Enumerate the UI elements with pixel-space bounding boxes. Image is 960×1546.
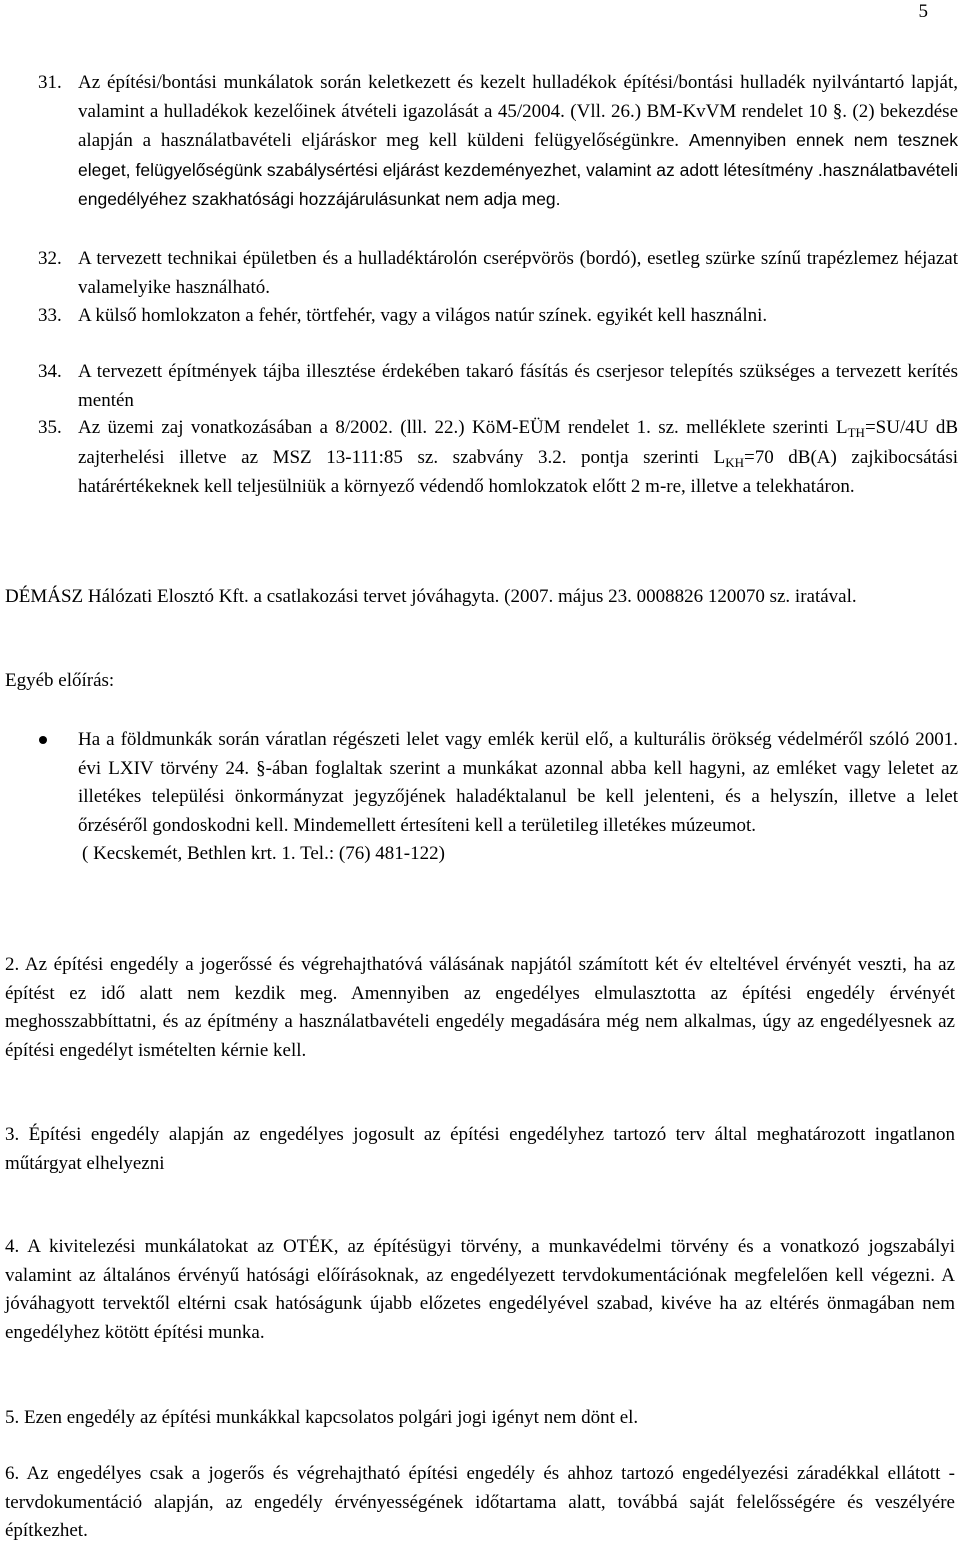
item-text: A tervezett technikai épületben és a hulladéktárolón cserépvörös (bordó), esetleg szürke színű trapézlemez héjazat valamelyike használható.: [78, 248, 958, 298]
item-number: 35.: [38, 417, 62, 438]
item-text: Az építési/bontási munkálatok során keletkezett és kezelt hulladékok építési/bontási hulladék nyilvántartó lapját, valamint a hulladékok kezelőinek átvételi igazolását a 45/2004. (Vll. 26.) BM-KvVM rendelet 10 §. (2) bekezdése alapján a használatbavételi eljáráskor meg kell küldeni felügyelőségünkre. Amennyiben ennek nem tesznek eleget, felügyelőségünk szabálysértési eljárást kezdeményezhet, valamint az adott létesítmény .használatbavételi engedélyéhez szakhatósági hozzájárulásunkat nem adja meg.: [78, 72, 959, 210]
bullet-icon: [37, 734, 49, 746]
list-item-32: [38, 245, 958, 302]
subscript-th: TH: [847, 425, 865, 440]
item-text: A külső homlokzaton a fehér, törtfehér, vagy a világos natúr színek. egyikét kell használni.: [78, 305, 768, 326]
paragraph-3: 3. Építési engedély alapján az engedélyes jogosult az építési engedélyhez tartozó terv által meghatározott ingatlanon műtárgyat elhelyezni: [5, 1124, 955, 1174]
demasz-approval: DÉMÁSZ Hálózati Elosztó Kft. a csatlakozási tervet jóváhagyta. (2007. május 23. 0008826 120070 sz. iratával.: [5, 586, 857, 607]
list-item-34: [38, 358, 958, 415]
item-text: A tervezett építmények tájba illesztése érdekében takaró fásítás és cserjesor telepítés szükséges a tervezett kerítés mentén: [78, 361, 958, 411]
list-item-35: [38, 414, 958, 502]
bullet-text: Ha a földmunkák során váratlan régészeti lelet vagy emlék kerül elő, a kulturális örökség védelméről szóló 2001. évi LXIV törvény 24. §-ában foglaltak szerint a munkákat azonnal abba kell hagyni, az emléket vagy leletet az illetékes települési önkormányzat jegyzőjének haladéktalanul be kell jelenteni, és a helyszín, illetve a lelet őrzéséről gondoskodni kell. Mindemellett értesíteni kell a területileg illetékes múzeumot.: [78, 729, 958, 836]
item-number: 34.: [38, 361, 62, 382]
item-number: 33.: [38, 305, 62, 326]
bullet-address: ( Kecskemét, Bethlen krt. 1. Tel.: (76) 481-122): [82, 843, 445, 865]
egyeb-heading: Egyéb előírás:: [5, 670, 115, 691]
subscript-kh: KH: [725, 454, 744, 470]
item-number: 31.: [38, 72, 62, 93]
paragraph-2: 2. Az építési engedély a jogerőssé és végrehajthatóvá válásának napjától számított két év elteltével érvényét veszti, ha az építést ez idő alatt nem kezdik meg. Amennyiben az engedélyes elmulasztotta az építési engedély érvényét meghosszabbíttatni, és az építmény a használatbavételi engedély megadására még nem alkalmas, úgy az engedélyesnek az építési engedélyt ismételten kérnie kell.: [5, 954, 955, 1061]
list-item-33: [38, 302, 958, 331]
list-item-31: [38, 69, 958, 215]
item-text-sans: Amennyiben ennek nem tesznek eleget, felügyelőségünk szabálysértési eljárást kezdeményezhet, valamint az adott létesítmény .használatbavételi engedélyéhez szakhatósági hozzájárulásunkat nem adja meg.: [78, 130, 959, 210]
item-number: 32.: [38, 248, 62, 269]
paragraph-4: 4. A kivitelezési munkálatokat az OTÉK, az építésügyi törvény, a munkavédelmi törvény és a vonatkozó jogszabályi valamint az általános érvényű hatósági előírásoknak, az engedélyezett tervdokumentációnak megfelelően kell végezni. A jóváhagyott tervektől eltérni csak hatóságunk újabb előzetes engedélyével szabad, kivéve ha az eltérés önmagában nem engedélyhez kötött építési munka.: [5, 1236, 955, 1343]
paragraph-6: 6. Az engedélyes csak a jogerős és végrehajtható építési engedély és ahhoz tartozó engedélyezési záradékkal ellátott - tervdokumentáció alapján, az engedély érvényességének időtartama alatt, továbbá saját felelősségére és veszélyére építkezhet.: [5, 1463, 955, 1542]
page-number: 5: [918, 1, 928, 22]
bullet-item: [78, 726, 958, 869]
paragraph-5: 5. Ezen engedély az építési munkákkal kapcsolatos polgári jogi igényt nem dönt el.: [5, 1407, 639, 1428]
item-text: Az üzemi zaj vonatkozásában a 8/2002. (lll. 22.) KöM-EÜM rendelet 1. sz. melléklete szerinti $L_{TH}=SU/4U$ dB zajterhelési illetve az MSZ 13-111:85 sz. szabvány 3.2. pontja szerinti $L_{KH}=70$ dB(A) zajkibocsátási határértékeknek kell teljesülniük a környező védendő homlokzatok előtt 2 m-re, illetve a telekhatáron.: [78, 417, 958, 498]
